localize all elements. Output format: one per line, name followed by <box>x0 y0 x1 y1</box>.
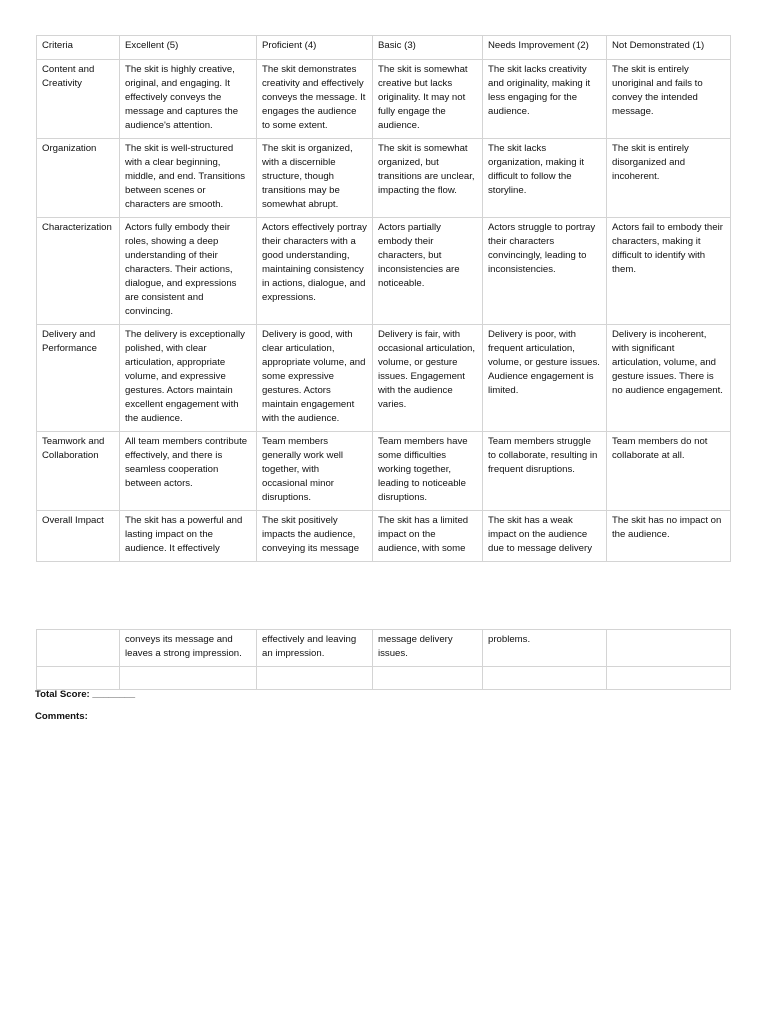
criterion-cell: Overall Impact <box>37 511 120 562</box>
rubric-cell: Delivery is incoherent, with significant articulation, volume, and gesture issues. There is no audience engagement. <box>607 325 731 432</box>
rubric-cell: The skit has a powerful and lasting impact on the audience. It effectively <box>120 511 257 562</box>
empty-cell <box>37 667 120 690</box>
rubric-cell <box>607 630 731 667</box>
header-row <box>37 36 731 60</box>
rubric-cell: Delivery is good, with clear articulation, appropriate volume, and some expressive gestures. Actors maintain engagement with the audience. <box>257 325 373 432</box>
empty-cell <box>607 667 731 690</box>
rubric-cell: The skit is well-structured with a clear beginning, middle, and end. Transitions between scenes or characters are smooth. <box>120 139 257 218</box>
rubric-cell: Actors fail to embody their characters, making it difficult to identify with them. <box>607 218 731 325</box>
header-criteria: Criteria <box>37 36 120 60</box>
criterion-cell: Characterization <box>37 218 120 325</box>
rubric-table <box>36 35 731 562</box>
header-proficient: Proficient (4) <box>257 36 373 60</box>
rubric-cell: The skit is entirely unoriginal and fails to convey the intended message. <box>607 60 731 139</box>
table-row-continued <box>37 630 731 667</box>
comments-label: Comments: <box>35 711 88 722</box>
empty-cell <box>257 667 373 690</box>
rubric-cell: problems. <box>483 630 607 667</box>
rubric-cell: The skit has a weak impact on the audience due to message delivery <box>483 511 607 562</box>
table-row <box>37 325 731 432</box>
rubric-cell: Team members do not collaborate at all. <box>607 432 731 511</box>
rubric-cell: conveys its message and leaves a strong impression. <box>120 630 257 667</box>
rubric-cell: Team members have some difficulties working together, leading to noticeable disruptions. <box>373 432 483 511</box>
rubric-table-continued <box>36 629 731 690</box>
table-row <box>37 139 731 218</box>
header-excellent: Excellent (5) <box>120 36 257 60</box>
rubric-cell: effectively and leaving an impression. <box>257 630 373 667</box>
rubric-cell: The skit has no impact on the audience. <box>607 511 731 562</box>
header-not-demonstrated: Not Demonstrated (1) <box>607 36 731 60</box>
rubric-cell: All team members contribute effectively, and there is seamless cooperation between actors. <box>120 432 257 511</box>
rubric-cell: The skit positively impacts the audience, conveying its message <box>257 511 373 562</box>
rubric-cell: Team members struggle to collaborate, resulting in frequent disruptions. <box>483 432 607 511</box>
criterion-cell <box>37 630 120 667</box>
total-score-label: Total Score: ________ <box>35 689 136 700</box>
table-row <box>37 432 731 511</box>
rubric-cell: Delivery is poor, with frequent articulation, volume, or gesture issues. Audience engagement is limited. <box>483 325 607 432</box>
rubric-cell: The skit demonstrates creativity and effectively conveys the message. It engages the audience to some extent. <box>257 60 373 139</box>
empty-row <box>37 667 731 690</box>
empty-cell <box>120 667 257 690</box>
rubric-cell: Actors effectively portray their characters with a good understanding, maintaining consistency in actions, dialogue, and expressions. <box>257 218 373 325</box>
criterion-cell: Teamwork and Collaboration <box>37 432 120 511</box>
table-row <box>37 218 731 325</box>
criterion-cell: Delivery and Performance <box>37 325 120 432</box>
criterion-cell: Organization <box>37 139 120 218</box>
criterion-cell: Content and Creativity <box>37 60 120 139</box>
rubric-cell: message delivery issues. <box>373 630 483 667</box>
rubric-cell: The skit is somewhat organized, but transitions are unclear, impacting the flow. <box>373 139 483 218</box>
rubric-cell: Delivery is fair, with occasional articulation, volume, or gesture issues. Engagement with the audience varies. <box>373 325 483 432</box>
rubric-cell: Actors fully embody their roles, showing a deep understanding of their characters. Their actions, dialogue, and expressions are consistent and convincing. <box>120 218 257 325</box>
rubric-cell: The skit is somewhat creative but lacks originality. It may not fully engage the audience. <box>373 60 483 139</box>
rubric-cell: Actors partially embody their characters, but inconsistencies are noticeable. <box>373 218 483 325</box>
rubric-cell: The delivery is exceptionally polished, with clear articulation, appropriate volume, and expressive gestures. Actors maintain excellent engagement with the audience. <box>120 325 257 432</box>
rubric-cell: Team members generally work well together, with occasional minor disruptions. <box>257 432 373 511</box>
rubric-cell: The skit is entirely disorganized and incoherent. <box>607 139 731 218</box>
table-row <box>37 511 731 562</box>
header-needs-improvement: Needs Improvement (2) <box>483 36 607 60</box>
rubric-cell: The skit is organized, with a discernible structure, though transitions may be somewhat abrupt. <box>257 139 373 218</box>
rubric-cell: The skit lacks organization, making it difficult to follow the storyline. <box>483 139 607 218</box>
empty-cell <box>373 667 483 690</box>
header-basic: Basic (3) <box>373 36 483 60</box>
rubric-cell: The skit is highly creative, original, and engaging. It effectively conveys the message and captures the audience's attention. <box>120 60 257 139</box>
rubric-cell: The skit lacks creativity and originality, making it less engaging for the audience. <box>483 60 607 139</box>
empty-cell <box>483 667 607 690</box>
table-row <box>37 60 731 139</box>
rubric-cell: The skit has a limited impact on the audience, with some <box>373 511 483 562</box>
rubric-cell: Actors struggle to portray their characters convincingly, leading to inconsistencies. <box>483 218 607 325</box>
